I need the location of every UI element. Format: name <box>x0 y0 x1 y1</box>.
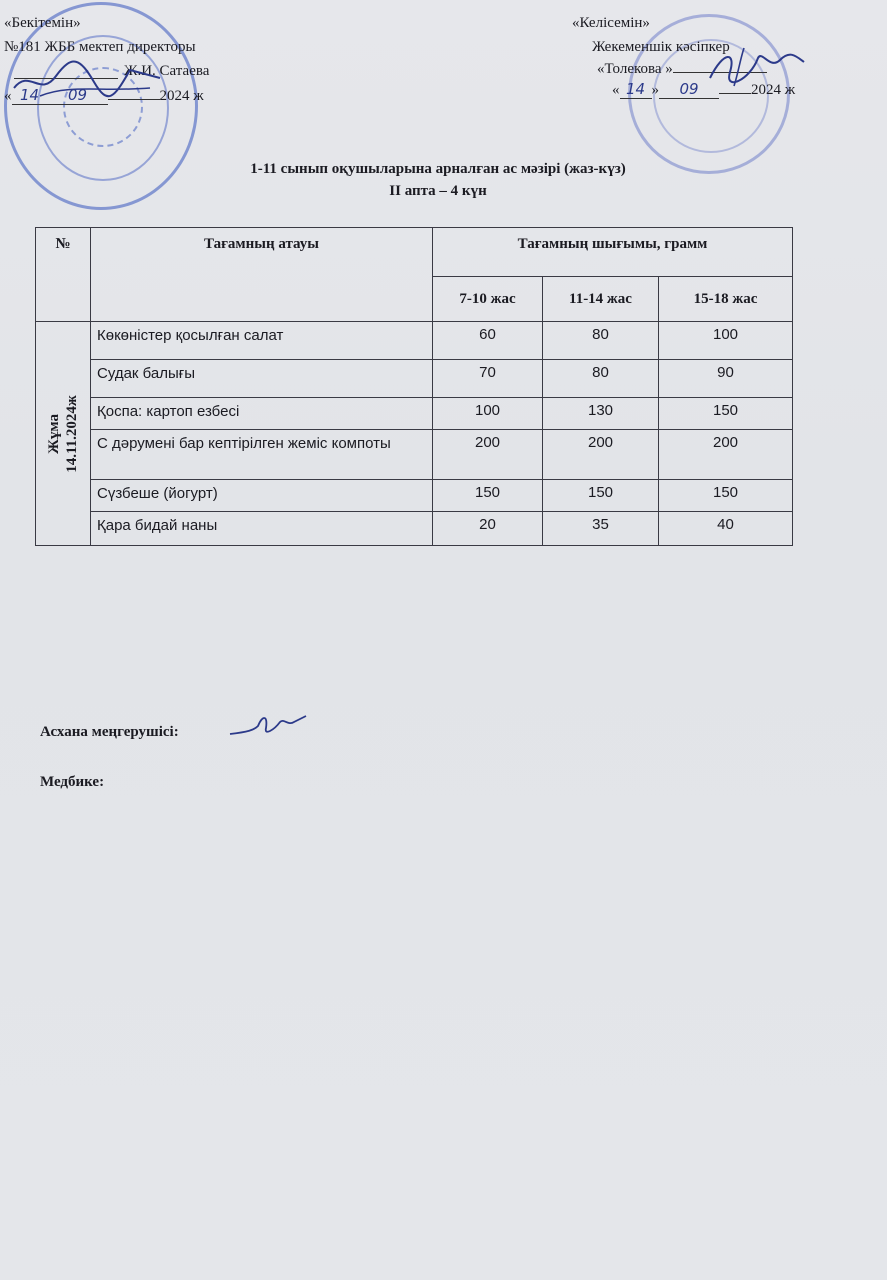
yield-15-18: 100 <box>659 322 793 360</box>
column-header-age-11-14: 11-14 жас <box>543 277 659 322</box>
yield-11-14: 200 <box>543 430 659 480</box>
column-header-yield: Тағамның шығымы, грамм <box>433 228 793 277</box>
yield-11-14: 80 <box>543 322 659 360</box>
yield-11-14: 130 <box>543 398 659 430</box>
director-title: №181 ЖББ мектеп директоры <box>4 39 196 55</box>
dish-name: Сүзбеше (йогурт) <box>91 480 433 512</box>
yield-11-14: 35 <box>543 512 659 546</box>
yield-7-10: 150 <box>433 480 543 512</box>
yield-7-10: 70 <box>433 360 543 398</box>
dish-name: С дәрумені бар кептірілген жеміс компоты <box>91 430 433 480</box>
menu-title: 1-11 сынып оқушыларына арналған ас мәзірі (жаз-күз) <box>250 161 626 177</box>
entrepreneur-signature <box>700 40 810 90</box>
dish-name: Қоспа: картоп езбесі <box>91 398 433 430</box>
yield-15-18: 150 <box>659 480 793 512</box>
column-header-number: № <box>36 228 91 322</box>
table-row <box>36 480 793 512</box>
menu-subtitle: ІІ апта – 4 күн <box>389 183 487 199</box>
column-header-age-7-10: 7-10 жас <box>433 277 543 322</box>
yield-7-10: 200 <box>433 430 543 480</box>
day-label <box>45 395 81 473</box>
table-row <box>36 322 793 360</box>
date-year: 2024 ж <box>751 82 796 98</box>
day-name: Жұма <box>46 413 62 454</box>
column-header-age-15-18: 15-18 жас <box>659 277 793 322</box>
date-blank <box>719 93 751 94</box>
column-header-dish-name: Тағамның атауы <box>91 228 433 322</box>
table-header-row <box>36 228 793 277</box>
table-row <box>36 360 793 398</box>
day-cell <box>36 322 91 546</box>
table-row <box>36 512 793 546</box>
yield-7-10: 60 <box>433 322 543 360</box>
nurse-label: Медбике: <box>40 774 105 790</box>
agree-label: «Келісемін» <box>572 15 650 31</box>
canteen-head-signature <box>228 706 308 742</box>
dish-name: Судак балығы <box>91 360 433 398</box>
yield-15-18: 90 <box>659 360 793 398</box>
yield-15-18: 150 <box>659 398 793 430</box>
approve-label: «Бекітемін» <box>4 15 81 31</box>
yield-7-10: 20 <box>433 512 543 546</box>
menu-table <box>35 227 793 546</box>
canteen-head-label: Асхана меңгерушісі: <box>40 724 179 740</box>
director-signature <box>10 48 170 108</box>
yield-7-10: 100 <box>433 398 543 430</box>
date-year: 2024 ж <box>159 88 204 104</box>
yield-15-18: 40 <box>659 512 793 546</box>
day-date: 14.11.2024ж <box>64 394 80 473</box>
yield-15-18: 200 <box>659 430 793 480</box>
dish-name: Қара бидай наны <box>91 512 433 546</box>
date-quote-close: » <box>651 82 659 98</box>
yield-11-14: 150 <box>543 480 659 512</box>
date-day: 14 <box>12 86 48 105</box>
date-quote: « <box>612 82 620 98</box>
table-row <box>36 398 793 430</box>
entrepreneur-title: Жекеменшік кәсіпкер <box>592 39 730 55</box>
date-quote: « <box>4 88 12 104</box>
table-row <box>36 430 793 480</box>
dish-name: Көкөністер қосылған салат <box>91 322 433 360</box>
date-month: 09 <box>659 80 719 99</box>
date-day: 14 <box>620 80 652 99</box>
director-name: Ж.И. Сатаева <box>124 63 210 79</box>
entrepreneur-name-text: «Толекова » <box>597 61 673 77</box>
yield-11-14: 80 <box>543 360 659 398</box>
date-month: 09 <box>48 86 108 105</box>
